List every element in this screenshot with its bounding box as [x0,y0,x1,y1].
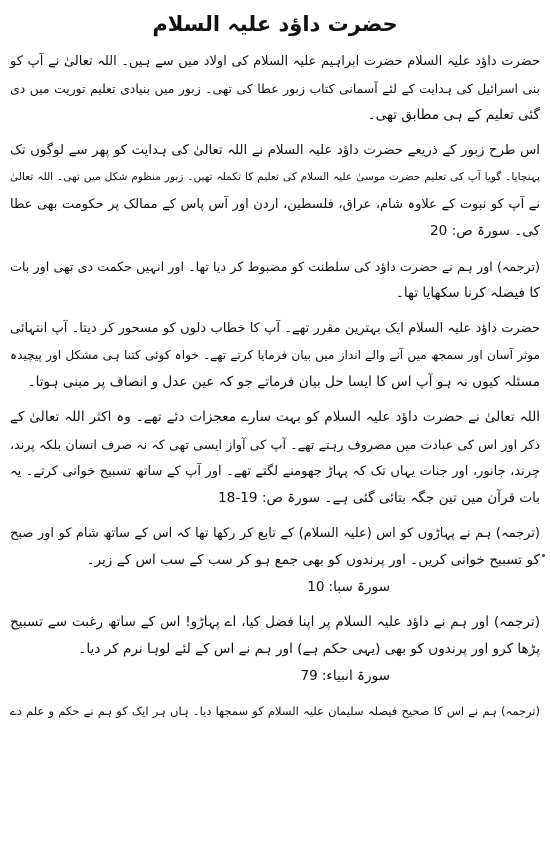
surah-reference-number: 10 [307,579,325,595]
text-line: مسئلہ کیوں نہ ہو آپ اس کا ایسا حل بیان فرماتے جو کہ عین عدل و انصاف پر مبنی ہوتا۔ [27,374,540,390]
text-line: موثر آسان اور سمجھ میں آنے والے انداز میں بیان فرمایا کرتے تھے۔ خواہ کوئی کتنا ہی مشکل اور پیچیدہ [10,348,540,362]
text-line: گئی تعلیم کے ہی مطابق تھی۔ [367,107,540,123]
text-line: نے آپ کو نبوت کے علاوہ شام، عراق، فلسطین، اردن اور آس پاس کے ممالک پر حکومت بھی عطا [10,197,540,212]
paragraph-translation-sad-18-19 [10,520,540,601]
text-line: کا فیصلہ کرنا سکھایا تھا۔ [395,285,540,301]
text-line: بنی اسرائیل کی ہدایت کے لئے آسمانی کتاب زبور عطا کی تھی۔ زبور میں بنیادی تعلیم توریت میں دی [10,81,540,96]
surah-reference [10,663,540,690]
paragraph-orator [10,315,540,396]
paragraph-translation-sad-20 [10,253,540,307]
text-line: کی۔ سورۃ ص: 20 [430,223,540,239]
surah-reference-label: سورۃ انبیاء: [321,668,390,684]
text-line: حضرت داؤد علیہ السلام حضرت ابراہیم علیہ السلام کی اولاد میں سے ہیں۔ اللہ تعالیٰ نے آپ کو [10,54,540,69]
text-line: (ترجمہ) ہم نے اس کا صحیح فیصلہ سلیمان علیہ السلام کو سمجھا دیا۔ ہاں ہر ایک کو ہم نے حکم و علم دے [10,704,540,718]
text-line: پہنچایا۔ گویا آپ کی تعلیم حضرت موسیٰ علیہ السلام کی تعلیم کا تکملہ تھیں۔ زبور منظوم شکل میں تھی۔ اللہ تعالیٰ [10,171,540,183]
paragraph-zabur [10,137,540,245]
surah-reference-number: 79 [300,668,318,684]
text-line: پڑھا کرو اور پرندوں کو بھی (یہی حکم ہے) اور ہم نے اس کے لئے لوہا نرم کر دیا۔ [78,641,540,657]
text-line: حضرت داؤد علیہ السلام ایک بہترین مقرر تھے۔ آپ کا خطاب دلوں کو مسحور کر دیتا۔ آپ انتہائی [10,321,540,336]
text-line: (ترجمہ) ہم نے پہاڑوں کو اس (علیہ السلام) کے تابع کر رکھا تھا کہ اس کے ساتھ شام کو اور صبح [10,526,540,541]
surah-reference [10,574,540,601]
stray-mark [542,554,545,557]
text-line: (ترجمہ) اور ہم نے داؤد علیہ السلام پر اپنا فضل کیا، اے پہاڑو! اس کے ساتھ رغبت سے تسبیح [10,614,540,630]
text-line: چرند، جانور، اور جنات یہاں تک کہ پہاڑ جھومنے لگتے تھے۔ اور آپ کے ساتھ تسبیح خوانی کرتے۔ یہ [10,464,540,479]
text-line: (ترجمہ) اور ہم نے حضرت داؤد کی سلطنت کو مضبوط کر دیا تھا۔ اور انہیں حکمت دی تھی اور بات [10,259,540,274]
paragraph-miracles [10,404,540,512]
paragraph-translation-saba-10 [10,609,540,690]
text-line: اللہ تعالیٰ نے حضرت داؤد علیہ السلام کو بہت سارے معجزات دئے تھے۔ وہ اکثر اللہ تعالیٰ کے [10,409,540,425]
paragraph-translation-anbiya-79 [10,698,540,725]
text-line: بات قرآن میں تین جگہ بتائی گئی ہے۔ سورۃ ص: 19-18 [218,490,540,506]
surah-reference-label: سورۃ سبا: [328,579,390,595]
page-title: حضرت داؤد علیہ السلام [152,12,398,36]
text-line: کو تسبیح خوانی کریں۔ اور پرندوں کو بھی جمع ہو کر سب کے سب اس کے زیر۔ [86,552,540,568]
text-line: اس طرح زبور کے ذریعے حضرت داؤد علیہ السلام نے اللہ تعالیٰ کی ہدایت کو پھر سے لوگوں تک [10,143,540,158]
paragraph-intro [10,48,540,129]
text-line: ذکر اور اس کی عبادت میں مصروف رہتے تھے۔ آپ کی آواز ایسی تھی کہ نہ صرف انسان بلکہ پرند، [10,437,540,452]
